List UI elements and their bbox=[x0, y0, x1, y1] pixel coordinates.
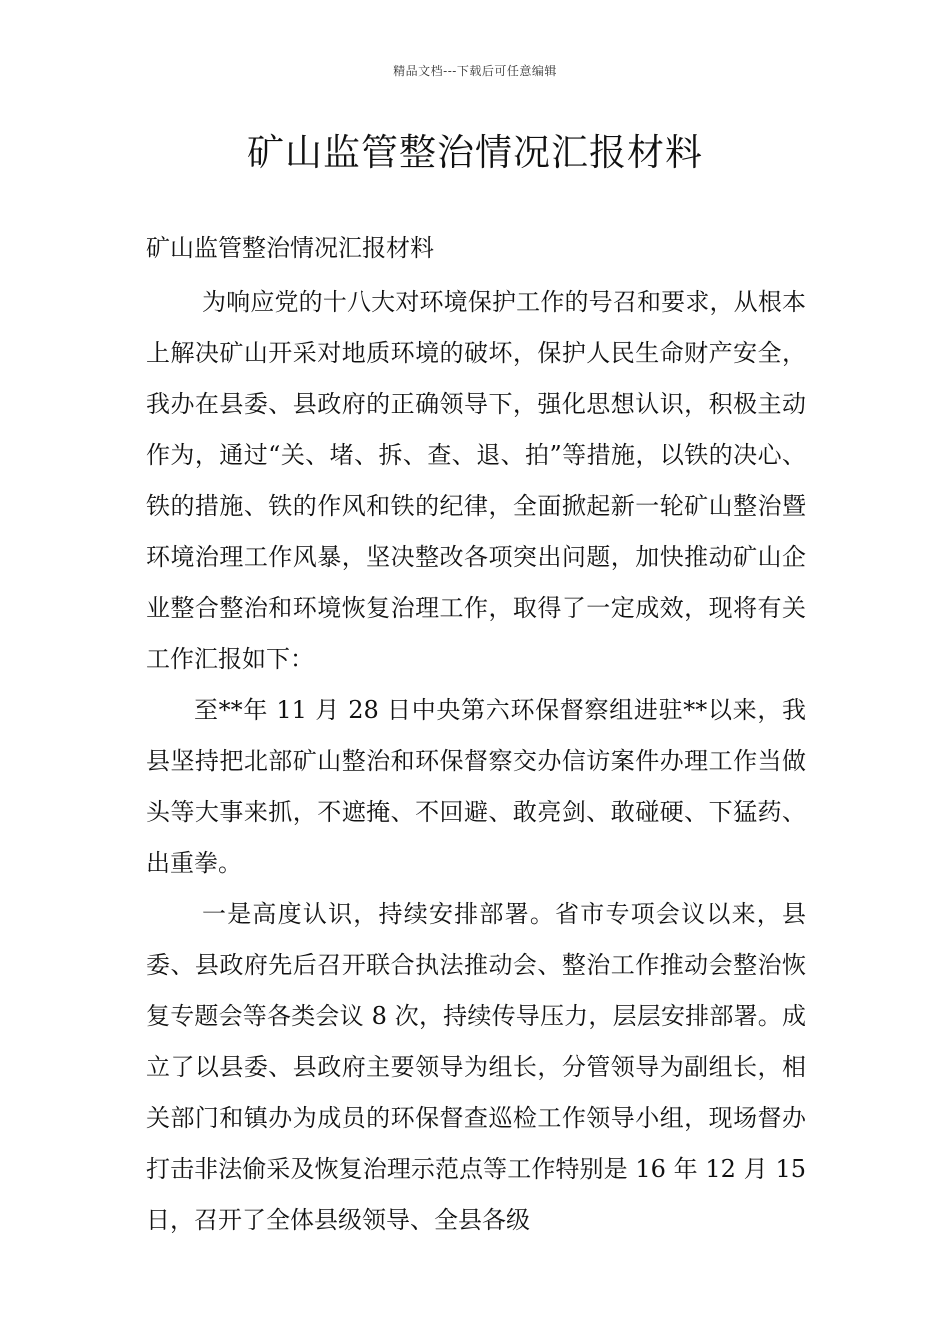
paragraph-point-one: 一是高度认识，持续安排部署。省市专项会议以来，县委、县政府先后召开联合执法推动会、整治工作推动会整治恢复专题会等各类会议 8 次，持续传导压力，层层安排部署。成立了以县委、县政府主要领导为组长，分管领导为副组长，相关部门和镇办为成员的环保督查巡检工作领导小组，现场督办打击非法偷采及恢复治理示范点等工作特别是 16 年 12 月 15 日，召开了全体县级领导、全县各级 bbox=[146, 900, 806, 1234]
paragraph-intro: 为响应党的十八大对环境保护工作的号召和要求，从根本上解决矿山开采对地质环境的破坏，保护人民生命财产安全，我办在县委、县政府的正确领导下，强化思想认识，积极主动作为，通过“关、堵、拆、查、退、拍”等措施，以铁的决心、铁的措施、铁的作风和铁的纪律，全面掀起新一轮矿山整治暨环境治理工作风暴，坚决整改各项突出问题，加快推动矿山企业整合整治和环境恢复治理工作，取得了一定成效，现将有关工作汇报如下： bbox=[146, 288, 806, 673]
document-subtitle: 矿山监管整治情况汇报材料 bbox=[146, 234, 434, 262]
document-title: 矿山监管整治情况汇报材料 bbox=[247, 131, 703, 174]
document-subtitle-block bbox=[146, 223, 806, 274]
document-body bbox=[146, 277, 806, 1246]
paragraph-inspection: 至**年 11 月 28 日中央第六环保督察组进驻**以来，我县坚持把北部矿山整治和环保督察交办信访案件办理工作当做头等大事来抓，不遮掩、不回避、敢亮剑、敢碰硬、下猛药、出重拳。 bbox=[146, 696, 806, 877]
page-header-note: 精品文档---下载后可任意编辑 bbox=[393, 64, 557, 78]
